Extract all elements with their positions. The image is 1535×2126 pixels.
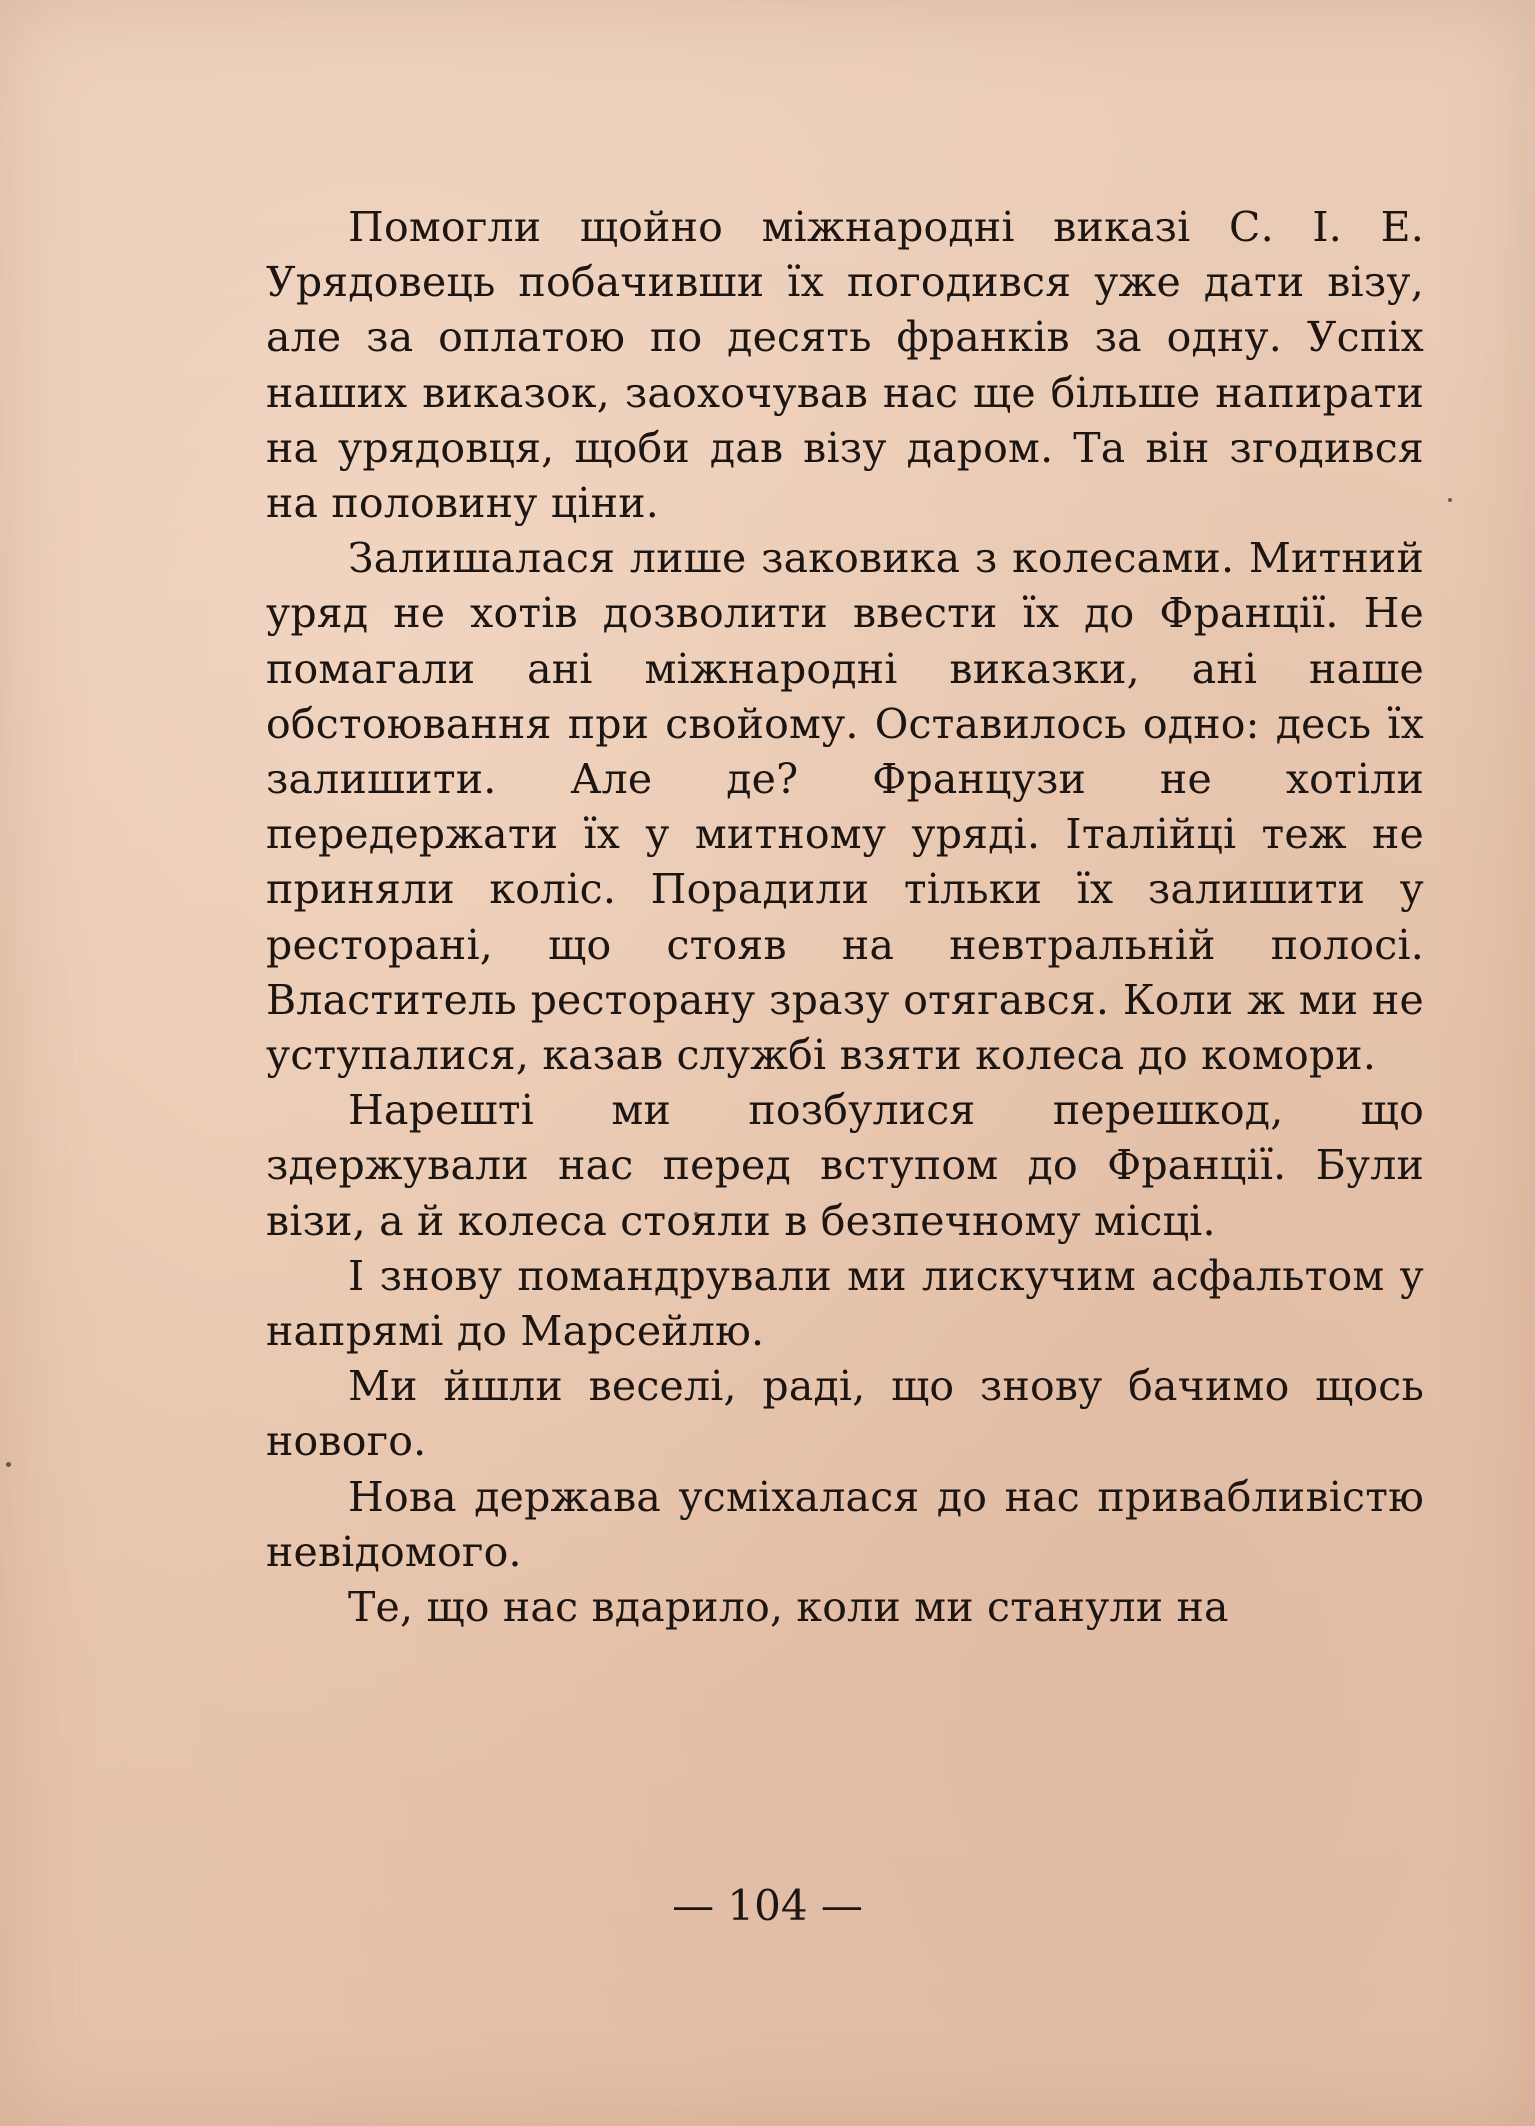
paragraph: І знову помандрували ми лискучим асфальтом у напрямі до Марсейлю.	[266, 1251, 1424, 1356]
paragraph: Нарешті ми позбулися перешкод, що здержували нас перед вступом до Франції. Були візи, а й колеса стояли в безпечному місці.	[266, 1086, 1424, 1245]
paragraph: Помогли щойно міжнародні виказі С. І. Е. Урядовець побачивши їх погодився уже дати візу, але за оплатою по десять франків за одну. Успіх наших виказок, заохочував нас ще більше напирати на урядовця, щоби дав візу даром. Та він згодився на половину ціни.	[266, 203, 1424, 528]
paragraph: Залишалася лише заковика з колесами. Митний уряд не хотів дозволити ввести їх до Франції. Не помагали ані міжнародні виказки, ані наше обстоювання при свойому. Оставилось одно: десь їх залишити. Але де? Французи не хотіли передержати їх у митному уряді. Італійці теж не приняли коліс. Порадили тільки їх залишити у ресторані, що стояв на невтральній полосі. Властитель ресторану зразу отягався. Коли ж ми не уступалися, казав службі взяти колеса до комори.	[266, 534, 1424, 1080]
paragraph: Нова держава усміхалася до нас привабливістю невідомого.	[266, 1472, 1424, 1576]
page-number: — 104 —	[672, 1881, 863, 1930]
body-text	[266, 200, 1424, 1635]
paragraph: Ми йшли веселі, раді, що знову бачимо щось нового.	[266, 1362, 1424, 1466]
paper-speck	[1448, 498, 1452, 502]
paper-speck	[6, 1462, 11, 1467]
paragraph: Те, що нас вдарило, коли ми станули на	[348, 1583, 1229, 1632]
